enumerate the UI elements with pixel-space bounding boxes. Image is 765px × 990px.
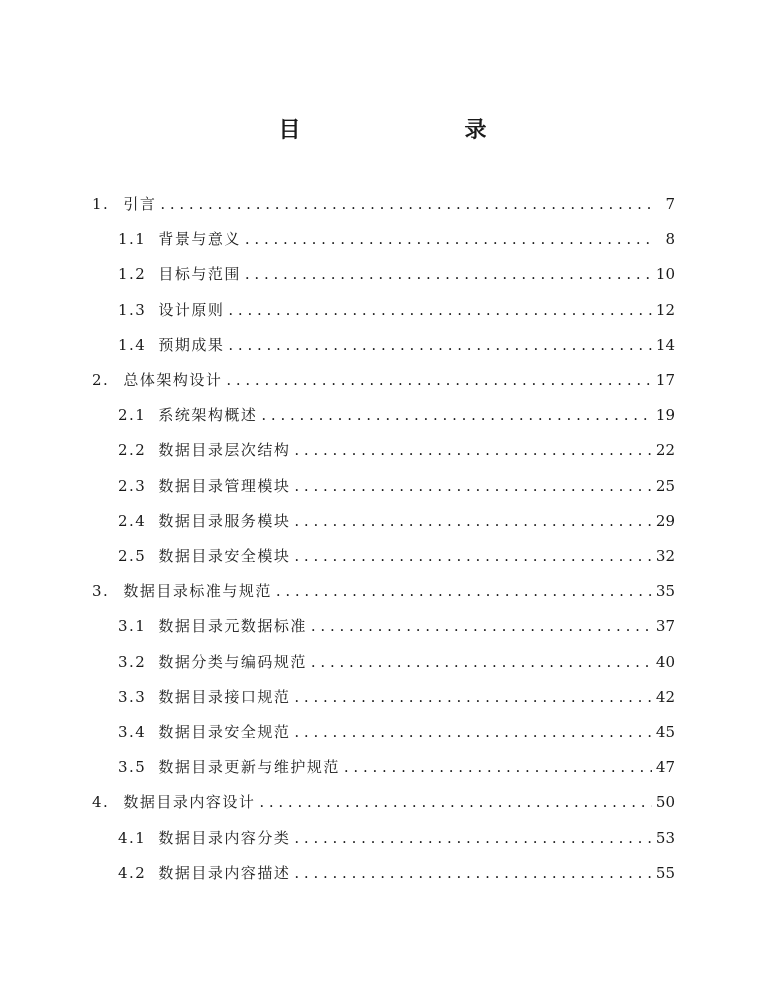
toc-entry-label: 数据目录服务模块 (158, 511, 291, 530)
toc-dot-leader (294, 438, 652, 462)
toc-entry-label: 目标与范围 (158, 265, 241, 284)
toc-dot-leader (276, 579, 652, 603)
toc-entry[interactable] (118, 650, 675, 674)
toc-dot-leader (228, 298, 652, 322)
toc-dot-leader (294, 861, 652, 885)
toc-entry-label: 数据目录内容分类 (158, 828, 291, 847)
toc-entry-number: 1.1 (118, 230, 147, 249)
toc-entry[interactable] (118, 826, 675, 850)
toc-entry-label: 设计原则 (158, 300, 225, 319)
toc-dot-leader (294, 474, 652, 498)
toc-entry-label: 总体架构设计 (123, 371, 223, 389)
toc-entry-label: 数据目录标准与规范 (123, 582, 272, 601)
toc-entry-page-number: 8 (665, 230, 675, 249)
toc-entry[interactable] (92, 192, 675, 216)
toc-entry-label: 数据目录元数据标准 (158, 617, 307, 636)
toc-entry[interactable] (118, 755, 675, 779)
toc-entry[interactable] (118, 333, 675, 357)
toc-entry[interactable] (118, 474, 675, 498)
toc-entry-page-number: 25 (655, 476, 675, 495)
toc-title: 目 录 (278, 118, 527, 143)
toc-entry[interactable] (118, 614, 675, 638)
toc-entry[interactable] (118, 262, 675, 286)
toc-entry-label: 数据目录内容设计 (123, 793, 256, 812)
toc-entry-page-number: 45 (655, 723, 675, 741)
toc-entry-number: 2.3 (118, 476, 147, 495)
toc-entry[interactable] (118, 685, 675, 709)
toc-dot-leader (245, 227, 653, 251)
toc-entry-number: 1.2 (118, 265, 147, 284)
toc-entry-page-number: 50 (655, 793, 675, 812)
toc-dot-leader (311, 614, 652, 638)
toc-entry[interactable] (92, 579, 675, 603)
toc-entry-number: 3.4 (118, 723, 147, 741)
toc-entry-page-number: 47 (655, 758, 675, 777)
toc-entry-page-number: 42 (655, 687, 675, 706)
toc-entry-page-number: 53 (655, 828, 675, 847)
toc-entry-label: 数据目录安全规范 (158, 723, 291, 741)
toc-entry-number: 2.2 (118, 441, 147, 460)
toc-entry-number: 1. (92, 195, 110, 213)
toc-entry-number: 1.4 (118, 335, 147, 354)
toc-entry-number: 3.3 (118, 687, 147, 706)
toc-entry-number: 2.1 (118, 406, 147, 425)
toc-dot-leader (259, 790, 652, 814)
toc-entry-number: 1.3 (118, 300, 147, 319)
toc-entry-label: 系统架构概述 (158, 406, 258, 425)
toc-entry-page-number: 32 (655, 547, 675, 565)
toc-dot-leader (226, 368, 652, 392)
toc-entry[interactable] (92, 790, 675, 814)
toc-entry[interactable] (118, 403, 675, 427)
toc-entry-page-number: 29 (655, 511, 675, 530)
toc-entry-label: 引言 (123, 195, 157, 213)
toc-entry-page-number: 40 (655, 652, 675, 671)
toc-entry-page-number: 19 (655, 406, 675, 425)
toc-entry-page-number: 10 (655, 265, 675, 284)
toc-dot-leader (311, 650, 652, 674)
toc-entry-label: 数据目录更新与维护规范 (158, 758, 340, 777)
toc-entry-number: 4. (92, 793, 110, 812)
toc-entry-label: 预期成果 (158, 335, 225, 354)
toc-entry-page-number: 12 (655, 300, 675, 319)
toc-entry-number: 3.2 (118, 652, 147, 671)
toc-entry[interactable] (118, 509, 675, 533)
toc-entry[interactable] (92, 368, 675, 392)
toc-entry-number: 2.4 (118, 511, 147, 530)
toc-entry[interactable] (118, 720, 675, 744)
toc-dot-leader (294, 720, 652, 744)
toc-entry-number: 2.5 (118, 547, 147, 565)
toc-entry[interactable] (118, 861, 675, 885)
toc-entry-label: 数据目录层次结构 (158, 441, 291, 460)
toc-dot-leader (344, 755, 652, 779)
toc-dot-leader (245, 262, 652, 286)
toc-entry-page-number: 17 (655, 371, 675, 389)
toc-entry-page-number: 7 (665, 195, 675, 213)
toc-entry-label: 背景与意义 (158, 230, 241, 249)
toc-dot-leader (228, 333, 652, 357)
toc-entry-page-number: 37 (655, 617, 675, 636)
toc-entry-page-number: 55 (655, 863, 675, 882)
toc-entry-number: 3.5 (118, 758, 147, 777)
toc-entry[interactable] (118, 298, 675, 322)
toc-entry-number: 4.2 (118, 863, 147, 882)
toc-entry-page-number: 35 (655, 582, 675, 601)
toc-entry-label: 数据目录接口规范 (158, 687, 291, 706)
toc-dot-leader (294, 544, 652, 568)
toc-entry-label: 数据目录内容描述 (158, 863, 291, 882)
toc-entry-label: 数据分类与编码规范 (158, 652, 307, 671)
toc-entry[interactable] (118, 544, 675, 568)
toc-dot-leader (294, 685, 652, 709)
toc-dot-leader (261, 403, 652, 427)
toc-entry[interactable] (118, 438, 675, 462)
toc-entry-number: 2. (92, 371, 110, 389)
toc-entry-page-number: 22 (655, 441, 675, 460)
toc-entry-number: 3.1 (118, 617, 147, 636)
toc-dot-leader (294, 509, 652, 533)
toc-dot-leader (160, 192, 653, 216)
toc-entry-number: 4.1 (118, 828, 147, 847)
toc-entry[interactable] (118, 227, 675, 251)
toc-entry-page-number: 14 (655, 335, 675, 354)
toc-entry-label: 数据目录安全模块 (158, 547, 291, 565)
toc-dot-leader (294, 826, 652, 850)
toc-entry-label: 数据目录管理模块 (158, 476, 291, 495)
toc-entry-number: 3. (92, 582, 110, 601)
